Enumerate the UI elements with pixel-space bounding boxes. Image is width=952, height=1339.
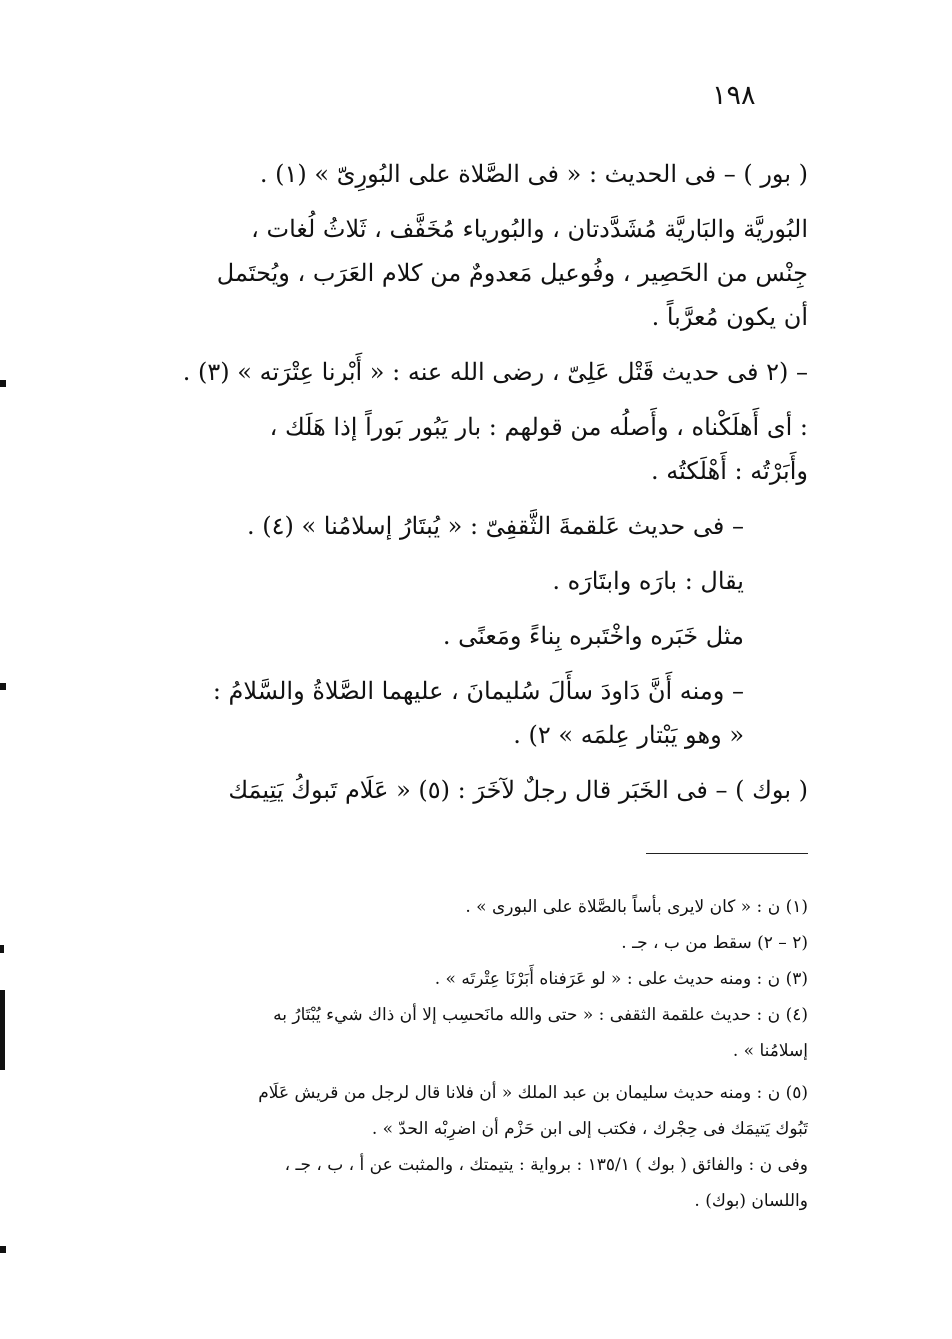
paragraph — [128, 504, 808, 548]
footnote-line: (٢ – ٢) سقط من ب ، جـ . — [621, 933, 808, 953]
text-line: – فى حديث عَلقمةَ الثَّقفِىّ : « يُبتَارُ إسلامُنا » (٤) . — [246, 512, 744, 540]
scan-edge-mark — [0, 380, 6, 387]
scan-edge-mark — [0, 1246, 6, 1253]
paragraph — [128, 669, 808, 757]
paragraph — [128, 405, 808, 493]
footnote — [128, 925, 808, 961]
paragraph — [128, 559, 808, 603]
footnote-separator — [646, 853, 808, 854]
footnote — [128, 961, 808, 997]
scan-edge-mark — [0, 683, 6, 690]
text-line: البُوريَّة والبَاريَّة مُشَدَّدتان ، والبُورياء مُخَفَّف ، ثَلاثُ لُغات ، — [251, 215, 808, 243]
paragraph-entry-bur — [128, 152, 808, 196]
text-line: مثل خَبَره واخْتَبره بِناءً ومَعنًى . — [442, 622, 744, 650]
scan-edge-mark — [0, 945, 4, 953]
main-text — [128, 152, 808, 823]
text-line: ( بور ) – فى الحديث : « فى الصَّلاة على البُورِىّ » (١) . — [259, 160, 808, 188]
footnote-line: (١) ن : « كان لايرى بأساً بالصَّلاة على البورى » . — [465, 897, 808, 917]
paragraph — [128, 614, 808, 658]
text-line: – (٢ فى حديث قَتْل عَلِىّ ، رضى الله عنه : « أَبْرنا عِتْرَته » (٣) . — [182, 358, 808, 386]
footnote — [128, 997, 808, 1069]
text-line: جِنْس من الحَصِير ، وفُوعيل مَعدومٌ من كلام العَرَب ، ويُحتَمل — [216, 259, 808, 287]
footnotes — [128, 889, 808, 1219]
paragraph — [128, 350, 808, 394]
page-number: ١٩٨ — [712, 80, 756, 111]
footnote-line: (٣) ن : ومنه حديث على : « لو عَرَفناه أَبَرْنَا عِتْرتَه » . — [434, 969, 808, 989]
footnote-line: (٤) ن : حديث علقمة الثقفى : « حتى والله مانَحسِب إلا أن ذاك شيء يُبْتَارُ به — [273, 1005, 808, 1025]
text-line: – ومنه أَنَّ دَاودَ سأَلَ سُليمانَ ، عليهما الصَّلاةُ والسَّلامُ : — [212, 677, 744, 705]
footnote-line: تَبُوك يَتيمَك فى حِجْرك ، فكتب إلى ابن حَزْم أن اضرِبْه الحدّ » . — [371, 1119, 808, 1139]
footnote — [128, 889, 808, 925]
footnote-line: وفى ن : والفائق ( بوك ) ١٣٥/١ : برواية : يتيمتك ، والمثبت عن أ ، ب ، جـ ، — [284, 1155, 808, 1175]
text-line: : أى أَهلَكْناه ، وأَصلُه من قولهم : بار يَبُور بَوراً إذا هَلَك ، — [269, 413, 808, 441]
text-line: وأَبَرْتُه : أَهْلَكتُه . — [651, 457, 808, 485]
scan-edge-mark — [0, 990, 5, 1070]
footnote-line: واللسان (بوك) . — [694, 1191, 808, 1211]
text-line: أن يكون مُعرَّباً . — [651, 303, 808, 331]
text-line: « وهو يَبْتار عِلمَه » ٢) . — [513, 721, 744, 749]
text-line: يقال : بارَه وابتَارَه . — [552, 567, 744, 595]
footnote — [128, 1075, 808, 1219]
text-line: ( بوك ) – فى الخَبَر قال رجلٌ لآخَرَ : (٥) « عَلَام تَبوكُ يَتِيمَك — [228, 776, 808, 804]
paragraph-entry-buk — [128, 768, 808, 812]
footnote-line: (٥) ن : ومنه حديث سليمان بن عبد الملك « أن فلانا قال لرجل من قريش عَلَام — [258, 1083, 808, 1103]
footnote-line: إسلامُنا » . — [732, 1041, 808, 1061]
paragraph — [128, 207, 808, 339]
